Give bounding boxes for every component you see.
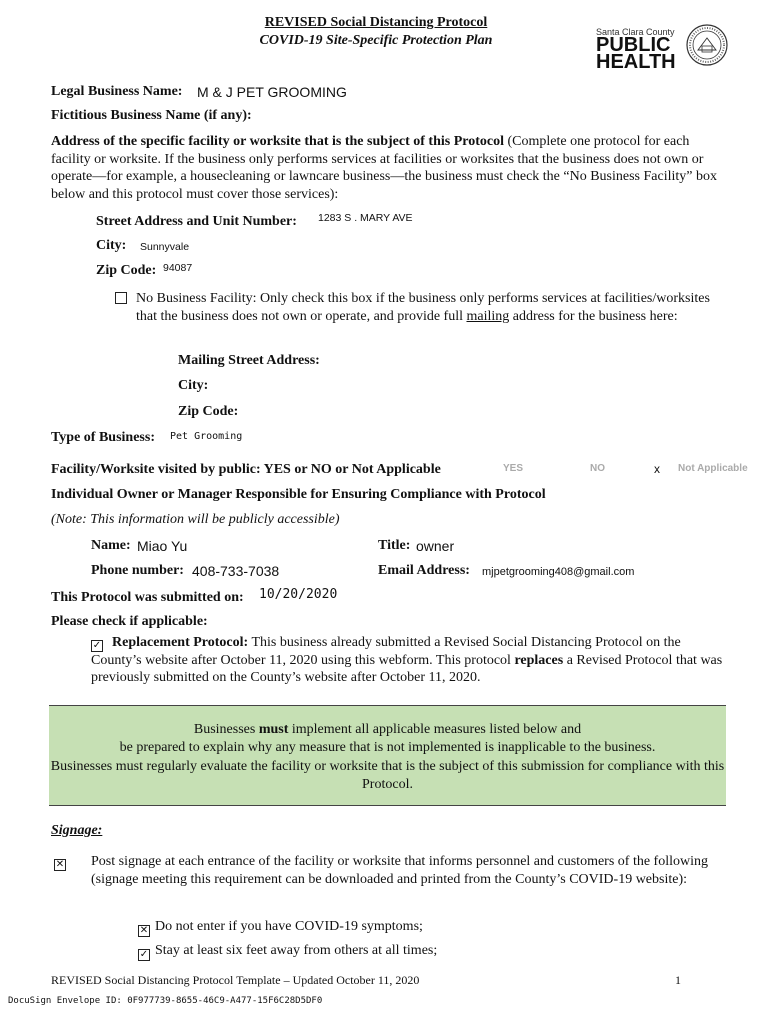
option-not-applicable[interactable]: Not Applicable	[678, 463, 748, 474]
public-health-logo	[596, 27, 676, 71]
compliance-notice-text	[49, 706, 726, 795]
county-seal-icon	[686, 24, 728, 66]
address-instructions-text: (Complete one protocol for each facility or worksite. If the business only performs services at facilities or worksites that the business does not own or operate—for example, a housecleaning or lawncare business—the business must check the “No Business Facility” box below and this protocol must cover those services):	[51, 134, 717, 202]
street-value[interactable]: 1283 S . MARY AVE	[318, 212, 413, 224]
public-note: (Note: This information will be publicly accessible)	[51, 512, 340, 527]
owner-name-label: Name:	[91, 538, 131, 553]
page-number: 1	[675, 973, 681, 987]
selected-option-mark: x	[654, 462, 660, 476]
notice-line1-pre: Businesses	[193, 722, 259, 737]
no-facility-text	[136, 290, 726, 325]
replacement-replaces: replaces	[514, 652, 564, 668]
notice-must: must	[258, 722, 289, 737]
mailing-street-label: Mailing Street Address:	[178, 353, 320, 368]
signage-checkbox[interactable]	[54, 855, 66, 871]
no-facility-text-pre: No Business Facility: Only check this box if the business only performs services at facilities/worksites that the business does not own or operate, and provide full	[136, 291, 710, 324]
owner-name-value[interactable]: Miao Yu	[137, 538, 188, 554]
no-facility-checkbox[interactable]	[115, 292, 127, 308]
sub1-text: Do not enter if you have COVID-19 symptoms;	[155, 919, 423, 934]
legal-name-value[interactable]: M & J PET GROOMING	[197, 84, 347, 100]
owner-title-label: Title:	[378, 538, 411, 553]
signage-item-text: Post signage at each entrance of the facility or worksite that informs personnel and customers of the following (signage meeting this requirement can be downloaded and printed from the County’s COVID-19 website):	[91, 854, 708, 887]
compliance-notice-box	[49, 705, 726, 806]
fictitious-name-label: Fictitious Business Name (if any):	[51, 108, 252, 123]
email-label: Email Address:	[378, 563, 470, 578]
owner-heading: Individual Owner or Manager Responsible for Ensuring Compliance with Protocol	[51, 487, 546, 502]
zip-label: Zip Code:	[96, 263, 157, 278]
city-value[interactable]: Sunnyvale	[140, 241, 190, 253]
street-label: Street Address and Unit Number:	[96, 214, 297, 229]
docusign-envelope-id: DocuSign Envelope ID: 0F977739-8655-46C9-A477-15F6C28D5DF0	[8, 996, 323, 1006]
mailing-link-text: mailing	[466, 308, 510, 324]
address-heading: Address of the specific facility or worksite that is the subject of this Protocol	[51, 134, 504, 149]
sub2-checkbox[interactable]	[138, 945, 150, 961]
signage-checkbox-box[interactable]: ✕	[55, 859, 65, 870]
logo-line1: PUBLIC	[596, 34, 671, 56]
submitted-label: This Protocol was submitted on:	[51, 590, 244, 605]
mailing-zip-label: Zip Code:	[178, 404, 239, 419]
business-type-label: Type of Business:	[51, 430, 155, 445]
notice-line2: be prepared to explain why any measure that is not implemented is inapplicable to the business.	[119, 740, 656, 756]
replacement-text-1: This business already submitted a Revised Social Distancing Protocol on the County’s website after October 11, 2020 using this webform. This protocol	[91, 635, 681, 668]
mailing-city-label: City:	[178, 378, 209, 393]
sub2-text: Stay at least six feet away from others at all times;	[155, 943, 438, 958]
sub1-checkbox-box[interactable]: ✕	[139, 925, 149, 936]
replacement-text	[91, 634, 731, 687]
document-subtitle: COVID-19 Site-Specific Protection Plan	[259, 33, 493, 48]
option-no[interactable]: NO	[590, 463, 605, 474]
footer-template-text: REVISED Social Distancing Protocol Template – Updated October 11, 2020	[51, 973, 420, 987]
zip-value[interactable]: 94087	[163, 262, 193, 274]
replacement-label: Replacement Protocol:	[112, 635, 249, 650]
address-instructions	[51, 133, 731, 203]
replacement-checkbox-box[interactable]: ✓	[92, 640, 102, 651]
option-yes[interactable]: YES	[503, 463, 524, 474]
visited-by-public-label: Facility/Worksite visited by public: YES or NO or Not Applicable	[51, 462, 441, 477]
signage-heading: Signage:	[51, 823, 103, 838]
phone-value[interactable]: 408-733-7038	[192, 563, 280, 579]
notice-line1-post: implement all applicable measures listed below and	[288, 722, 582, 737]
legal-name-label: Legal Business Name:	[51, 84, 183, 99]
sub1-checkbox[interactable]	[138, 921, 150, 937]
notice-line3: Businesses must regularly evaluate the facility or worksite that is the subject of this submission for compliance with this Protocol.	[50, 758, 725, 793]
sub2-checkbox-box[interactable]: ✓	[139, 949, 149, 960]
document-title: REVISED Social Distancing Protocol	[264, 15, 488, 30]
logo-county-text: Santa Clara County	[596, 27, 675, 37]
replacement-text-2: a Revised Protocol that was previously submitted on the County’s website after October 11, 2020.	[91, 652, 723, 685]
logo-line2: HEALTH	[596, 51, 676, 73]
business-type-value[interactable]: Pet Grooming	[170, 431, 243, 442]
applicable-heading: Please check if applicable:	[51, 614, 208, 629]
no-facility-text-post: address for the business here:	[509, 308, 678, 324]
email-value[interactable]: mjpetgrooming408@gmail.com	[482, 566, 635, 578]
submitted-date-value[interactable]: 10/20/2020	[259, 587, 338, 602]
owner-title-value[interactable]: owner	[416, 538, 455, 554]
no-facility-checkbox-box[interactable]	[115, 292, 127, 304]
phone-label: Phone number:	[91, 563, 184, 578]
city-label: City:	[96, 238, 127, 253]
